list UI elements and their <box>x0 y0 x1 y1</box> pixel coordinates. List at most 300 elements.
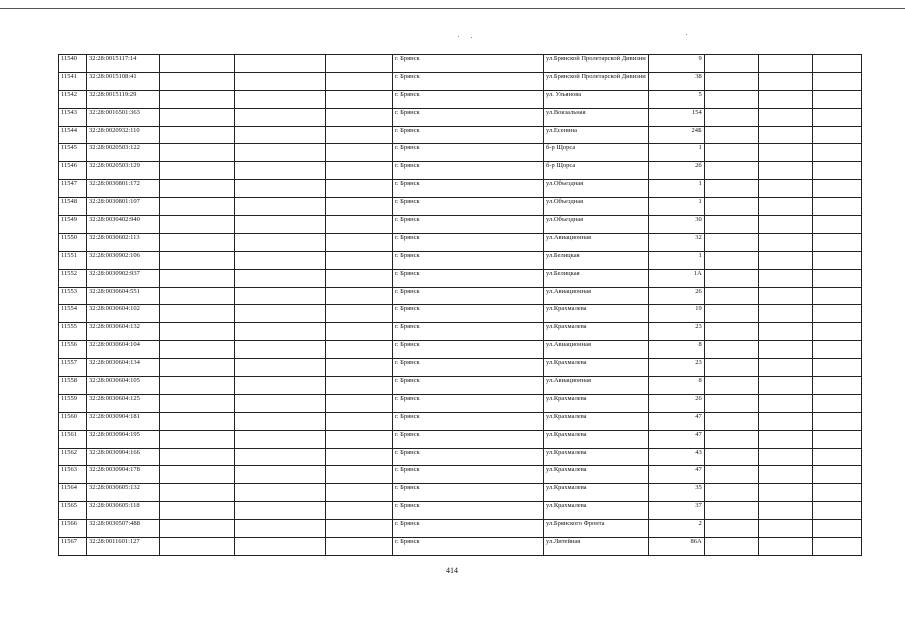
house-number: 8 <box>648 377 704 395</box>
empty-cell <box>704 251 758 269</box>
empty-cell <box>758 216 812 234</box>
row-number: 11549 <box>59 216 87 234</box>
cadastral-number: 32:28:0020932:110 <box>87 126 160 144</box>
street: ул.Белицкая <box>544 251 649 269</box>
empty-cell <box>704 108 758 126</box>
row-number: 11555 <box>59 323 87 341</box>
empty-cell <box>326 233 393 251</box>
empty-cell <box>235 216 326 234</box>
cadastral-number: 32:28:0030604:132 <box>87 323 160 341</box>
empty-cell <box>704 323 758 341</box>
table-row <box>59 305 862 323</box>
empty-cell <box>758 394 812 412</box>
empty-cell <box>160 90 235 108</box>
empty-cell <box>812 377 861 395</box>
empty-cell <box>812 55 861 73</box>
empty-cell <box>758 162 812 180</box>
city: г. Брянск <box>393 144 544 162</box>
city: г. Брянск <box>393 341 544 359</box>
cadastral-number: 32:28:0030902:106 <box>87 251 160 269</box>
street: ул.Литейная <box>544 538 649 556</box>
empty-cell <box>160 412 235 430</box>
street: б-р Щорса <box>544 162 649 180</box>
empty-cell <box>326 466 393 484</box>
empty-cell <box>812 484 861 502</box>
empty-cell <box>704 72 758 90</box>
empty-cell <box>326 359 393 377</box>
empty-cell <box>235 144 326 162</box>
row-number: 11565 <box>59 502 87 520</box>
empty-cell <box>160 538 235 556</box>
empty-cell <box>160 484 235 502</box>
street: ул. Ульянова <box>544 90 649 108</box>
empty-cell <box>160 216 235 234</box>
table-row <box>59 448 862 466</box>
property-registry-table <box>58 54 862 556</box>
city: г. Брянск <box>393 269 544 287</box>
empty-cell <box>235 198 326 216</box>
table-row <box>59 287 862 305</box>
empty-cell <box>812 466 861 484</box>
empty-cell <box>812 162 861 180</box>
house-number: 1 <box>648 144 704 162</box>
empty-cell <box>812 144 861 162</box>
empty-cell <box>326 90 393 108</box>
empty-cell <box>326 251 393 269</box>
empty-cell <box>812 305 861 323</box>
empty-cell <box>758 466 812 484</box>
empty-cell <box>812 520 861 538</box>
empty-cell <box>812 216 861 234</box>
empty-cell <box>160 520 235 538</box>
cadastral-number: 32:28:0030604:105 <box>87 377 160 395</box>
house-number: 19 <box>648 305 704 323</box>
city: г. Брянск <box>393 502 544 520</box>
table-row <box>59 394 862 412</box>
empty-cell <box>704 430 758 448</box>
empty-cell <box>235 305 326 323</box>
empty-cell <box>758 305 812 323</box>
empty-cell <box>812 412 861 430</box>
empty-cell <box>812 126 861 144</box>
table-row <box>59 430 862 448</box>
city: г. Брянск <box>393 72 544 90</box>
row-number: 11550 <box>59 233 87 251</box>
empty-cell <box>704 305 758 323</box>
street: ул.Брянской Пролетарской Дивизии <box>544 72 649 90</box>
table-row <box>59 269 862 287</box>
row-number: 11563 <box>59 466 87 484</box>
cadastral-number: 32:28:0030605:132 <box>87 484 160 502</box>
empty-cell <box>704 359 758 377</box>
cadastral-number: 32:28:0016501:363 <box>87 108 160 126</box>
empty-cell <box>235 466 326 484</box>
table-row <box>59 359 862 377</box>
empty-cell <box>326 305 393 323</box>
empty-cell <box>326 287 393 305</box>
cadastral-number: 32:28:0030801:107 <box>87 198 160 216</box>
street: ул.Крахмалева <box>544 448 649 466</box>
empty-cell <box>758 144 812 162</box>
table-row <box>59 466 862 484</box>
house-number: 47 <box>648 430 704 448</box>
empty-cell <box>704 520 758 538</box>
cadastral-number: 32:28:0030904:178 <box>87 466 160 484</box>
street: ул.Крахмалева <box>544 323 649 341</box>
cadastral-number: 32:28:0030904:166 <box>87 448 160 466</box>
house-number: 23 <box>648 323 704 341</box>
empty-cell <box>160 287 235 305</box>
house-number: 32 <box>648 233 704 251</box>
house-number: 1 <box>648 198 704 216</box>
empty-cell <box>758 448 812 466</box>
empty-cell <box>235 233 326 251</box>
city: г. Брянск <box>393 251 544 269</box>
row-number: 11540 <box>59 55 87 73</box>
empty-cell <box>235 108 326 126</box>
empty-cell <box>326 323 393 341</box>
cadastral-number: 32:28:0015108:41 <box>87 72 160 90</box>
empty-cell <box>160 305 235 323</box>
empty-cell <box>704 55 758 73</box>
empty-cell <box>326 430 393 448</box>
house-number: 2 <box>648 520 704 538</box>
empty-cell <box>326 180 393 198</box>
empty-cell <box>758 180 812 198</box>
empty-cell <box>160 251 235 269</box>
empty-cell <box>160 144 235 162</box>
empty-cell <box>812 359 861 377</box>
empty-cell <box>160 323 235 341</box>
empty-cell <box>758 72 812 90</box>
row-number: 11547 <box>59 180 87 198</box>
house-number: 47 <box>648 466 704 484</box>
row-number: 11558 <box>59 377 87 395</box>
cadastral-number: 32:28:0030605:118 <box>87 502 160 520</box>
scan-speck <box>471 37 472 38</box>
cadastral-number: 32:28:0030507:488 <box>87 520 160 538</box>
city: г. Брянск <box>393 466 544 484</box>
table-row <box>59 538 862 556</box>
street: ул.Крахмалева <box>544 502 649 520</box>
row-number: 11546 <box>59 162 87 180</box>
street: ул.Авиационная <box>544 287 649 305</box>
empty-cell <box>326 55 393 73</box>
street: ул.Крахмалева <box>544 359 649 377</box>
empty-cell <box>160 162 235 180</box>
city: г. Брянск <box>393 90 544 108</box>
table-row <box>59 502 862 520</box>
city: г. Брянск <box>393 359 544 377</box>
street: ул.Крахмалева <box>544 484 649 502</box>
table-row <box>59 162 862 180</box>
city: г. Брянск <box>393 108 544 126</box>
street: ул.Объездная <box>544 198 649 216</box>
house-number: 9 <box>648 55 704 73</box>
table-row <box>59 216 862 234</box>
empty-cell <box>160 108 235 126</box>
empty-cell <box>235 430 326 448</box>
table-row <box>59 108 862 126</box>
empty-cell <box>160 233 235 251</box>
empty-cell <box>235 341 326 359</box>
empty-cell <box>704 162 758 180</box>
empty-cell <box>160 377 235 395</box>
empty-cell <box>235 520 326 538</box>
empty-cell <box>704 287 758 305</box>
table-row <box>59 323 862 341</box>
empty-cell <box>326 341 393 359</box>
empty-cell <box>235 251 326 269</box>
empty-cell <box>235 90 326 108</box>
row-number: 11564 <box>59 484 87 502</box>
house-number: 1 <box>648 251 704 269</box>
house-number: 43 <box>648 448 704 466</box>
street: ул.Брянской Пролетарской Дивизии <box>544 55 649 73</box>
empty-cell <box>704 341 758 359</box>
empty-cell <box>758 412 812 430</box>
house-number: 8 <box>648 341 704 359</box>
empty-cell <box>326 162 393 180</box>
empty-cell <box>812 430 861 448</box>
table-row <box>59 251 862 269</box>
empty-cell <box>704 216 758 234</box>
empty-cell <box>758 341 812 359</box>
empty-cell <box>758 90 812 108</box>
row-number: 11553 <box>59 287 87 305</box>
table-row <box>59 341 862 359</box>
house-number: 30 <box>648 216 704 234</box>
house-number: 24Б <box>648 126 704 144</box>
empty-cell <box>812 198 861 216</box>
empty-cell <box>326 377 393 395</box>
cadastral-number: 32:28:0030904:195 <box>87 430 160 448</box>
table-row <box>59 520 862 538</box>
empty-cell <box>326 394 393 412</box>
house-number: 26 <box>648 287 704 305</box>
page-number: 414 <box>446 566 458 575</box>
house-number: 23 <box>648 359 704 377</box>
empty-cell <box>235 484 326 502</box>
table-row <box>59 126 862 144</box>
table-row <box>59 55 862 73</box>
empty-cell <box>160 466 235 484</box>
empty-cell <box>160 72 235 90</box>
cadastral-number: 32:28:0030801:172 <box>87 180 160 198</box>
street: ул.Крахмалева <box>544 305 649 323</box>
empty-cell <box>160 448 235 466</box>
empty-cell <box>758 377 812 395</box>
empty-cell <box>812 90 861 108</box>
empty-cell <box>326 269 393 287</box>
empty-cell <box>326 412 393 430</box>
street: ул.Крахмалева <box>544 412 649 430</box>
city: г. Брянск <box>393 412 544 430</box>
street: ул.Крахмалева <box>544 394 649 412</box>
house-number: 38 <box>648 72 704 90</box>
empty-cell <box>326 448 393 466</box>
cadastral-number: 32:28:0030604:551 <box>87 287 160 305</box>
house-number: 154 <box>648 108 704 126</box>
empty-cell <box>704 394 758 412</box>
empty-cell <box>160 269 235 287</box>
street: ул.Брянского Фронта <box>544 520 649 538</box>
house-number: 86А <box>648 538 704 556</box>
row-number: 11548 <box>59 198 87 216</box>
empty-cell <box>812 323 861 341</box>
empty-cell <box>812 538 861 556</box>
scan-speck <box>458 36 459 37</box>
scan-speck <box>686 34 687 35</box>
row-number: 11551 <box>59 251 87 269</box>
empty-cell <box>704 377 758 395</box>
empty-cell <box>235 72 326 90</box>
row-number: 11541 <box>59 72 87 90</box>
empty-cell <box>326 216 393 234</box>
empty-cell <box>326 502 393 520</box>
cadastral-number: 32:28:0030604:134 <box>87 359 160 377</box>
empty-cell <box>326 108 393 126</box>
city: г. Брянск <box>393 520 544 538</box>
street: ул.Объездная <box>544 216 649 234</box>
empty-cell <box>235 359 326 377</box>
empty-cell <box>812 448 861 466</box>
empty-cell <box>160 341 235 359</box>
city: г. Брянск <box>393 55 544 73</box>
empty-cell <box>758 520 812 538</box>
empty-cell <box>758 108 812 126</box>
empty-cell <box>758 538 812 556</box>
scan-top-border <box>0 8 905 9</box>
empty-cell <box>235 55 326 73</box>
empty-cell <box>235 269 326 287</box>
city: г. Брянск <box>393 180 544 198</box>
empty-cell <box>704 412 758 430</box>
cadastral-number: 32:28:0015119:29 <box>87 90 160 108</box>
table-row <box>59 180 862 198</box>
house-number: 1 <box>648 180 704 198</box>
empty-cell <box>326 144 393 162</box>
cadastral-number: 32:28:0020503:129 <box>87 162 160 180</box>
table-row <box>59 90 862 108</box>
empty-cell <box>160 180 235 198</box>
empty-cell <box>704 466 758 484</box>
empty-cell <box>758 287 812 305</box>
empty-cell <box>704 198 758 216</box>
empty-cell <box>235 502 326 520</box>
table-row <box>59 377 862 395</box>
empty-cell <box>704 90 758 108</box>
street: ул.Авиационная <box>544 233 649 251</box>
house-number: 35 <box>648 484 704 502</box>
city: г. Брянск <box>393 305 544 323</box>
table-row <box>59 72 862 90</box>
house-number: 26 <box>648 394 704 412</box>
empty-cell <box>160 430 235 448</box>
empty-cell <box>758 198 812 216</box>
row-number: 11556 <box>59 341 87 359</box>
empty-cell <box>812 502 861 520</box>
city: г. Брянск <box>393 448 544 466</box>
street: ул.Крахмалева <box>544 466 649 484</box>
empty-cell <box>758 430 812 448</box>
table-row <box>59 484 862 502</box>
row-number: 11543 <box>59 108 87 126</box>
street: ул.Авиационная <box>544 377 649 395</box>
house-number: 47 <box>648 412 704 430</box>
empty-cell <box>758 251 812 269</box>
cadastral-number: 32:28:0030604:102 <box>87 305 160 323</box>
empty-cell <box>812 180 861 198</box>
empty-cell <box>758 233 812 251</box>
empty-cell <box>704 144 758 162</box>
empty-cell <box>326 484 393 502</box>
empty-cell <box>235 323 326 341</box>
empty-cell <box>235 162 326 180</box>
empty-cell <box>704 502 758 520</box>
cadastral-number: 32:28:0030904:181 <box>87 412 160 430</box>
empty-cell <box>812 108 861 126</box>
empty-cell <box>235 287 326 305</box>
empty-cell <box>160 359 235 377</box>
row-number: 11545 <box>59 144 87 162</box>
row-number: 11562 <box>59 448 87 466</box>
city: г. Брянск <box>393 484 544 502</box>
street: ул.Есенина <box>544 126 649 144</box>
cadastral-number: 32:28:0015117:14 <box>87 55 160 73</box>
street: ул.Белицкая <box>544 269 649 287</box>
empty-cell <box>704 448 758 466</box>
cadastral-number: 32:28:0030602:113 <box>87 233 160 251</box>
empty-cell <box>235 126 326 144</box>
empty-cell <box>812 72 861 90</box>
empty-cell <box>758 126 812 144</box>
row-number: 11560 <box>59 412 87 430</box>
row-number: 11557 <box>59 359 87 377</box>
row-number: 11561 <box>59 430 87 448</box>
empty-cell <box>758 359 812 377</box>
city: г. Брянск <box>393 394 544 412</box>
empty-cell <box>160 126 235 144</box>
city: г. Брянск <box>393 430 544 448</box>
cadastral-number: 32:28:0030402:940 <box>87 216 160 234</box>
empty-cell <box>758 502 812 520</box>
city: г. Брянск <box>393 233 544 251</box>
row-number: 11542 <box>59 90 87 108</box>
empty-cell <box>235 538 326 556</box>
empty-cell <box>235 448 326 466</box>
empty-cell <box>326 198 393 216</box>
street: ул.Объездная <box>544 180 649 198</box>
empty-cell <box>704 126 758 144</box>
empty-cell <box>704 484 758 502</box>
empty-cell <box>812 287 861 305</box>
house-number: 5 <box>648 90 704 108</box>
empty-cell <box>326 72 393 90</box>
table-row <box>59 412 862 430</box>
street: ул.Вокзальная <box>544 108 649 126</box>
street: ул.Авиационная <box>544 341 649 359</box>
cadastral-number: 32:28:0020503:122 <box>87 144 160 162</box>
empty-cell <box>758 55 812 73</box>
empty-cell <box>812 269 861 287</box>
row-number: 11559 <box>59 394 87 412</box>
empty-cell <box>160 198 235 216</box>
empty-cell <box>326 538 393 556</box>
empty-cell <box>704 233 758 251</box>
empty-cell <box>812 251 861 269</box>
empty-cell <box>326 126 393 144</box>
